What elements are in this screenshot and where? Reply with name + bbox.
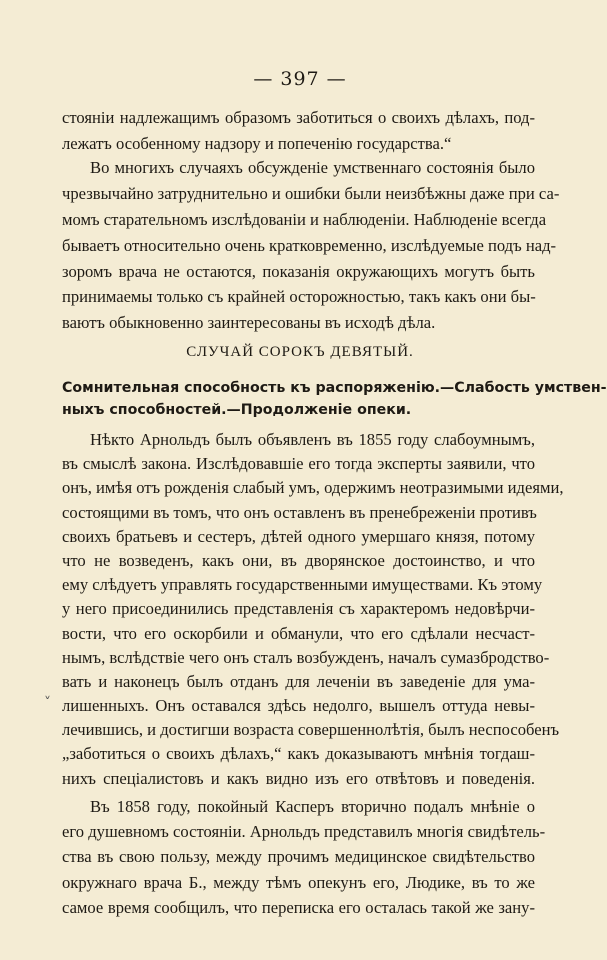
text-line: что не возведенъ, какъ они, въ дворянское достоинство, и что <box>62 550 535 570</box>
section-heading: СЛУЧАЙ СОРОКЪ ДЕВЯТЫЙ. <box>186 344 414 360</box>
text-line: Сомнительная способность къ распоряженію.—Слабость умствен- <box>62 380 607 396</box>
paragraph-case-description <box>62 428 564 791</box>
text-line: своихъ братьевъ и сестеръ, дѣтей одного умершаго князя, потому <box>62 526 535 546</box>
text-line: состоящими въ томъ, что онъ оставленъ въ пренебреженіи противъ <box>62 502 537 522</box>
paragraph-continuation <box>62 105 535 156</box>
text-line: стояніи надлежащимъ образомъ заботиться о своихъ дѣлахъ, под- <box>62 108 535 127</box>
paragraph-observation <box>62 155 560 336</box>
text-line: вости, что его оскорбили и обманули, что его сдѣлали несчаст- <box>62 623 535 643</box>
text-line: Въ 1858 году, покойный Касперъ вторично подалъ мнѣніе о <box>90 797 535 816</box>
text-line: бываетъ относительно очень кратковременно, изслѣдуемые подъ над- <box>62 235 557 255</box>
text-line: „заботиться о своихъ дѣлахъ,“ какъ доказываютъ мнѣнія тогдаш- <box>62 744 535 764</box>
text-line: въ смыслѣ закона. Изслѣдовавшіе его тогда эксперты заявили, что <box>62 454 535 474</box>
text-line: нымъ, вслѣдствіе чего онъ сталъ возбужденъ, началъ сумазбродство- <box>62 647 550 667</box>
text-line: зоромъ врача не остаются, показанія окружающихъ могутъ быть <box>62 261 535 281</box>
section-subheading <box>62 377 607 421</box>
text-line: его душевномъ состояніи. Арнольдъ представилъ многія свидѣтель- <box>62 822 546 842</box>
text-line: онъ, имѣя отъ рожденія слабый умъ, одержимъ неотразимыми идеями, <box>62 478 564 498</box>
text-line: чрезвычайно затруднительно и ошибки были неизбѣжны даже при са- <box>62 183 560 203</box>
text-line: ства въ свою пользу, между прочимъ медицинское свидѣтельство <box>62 847 535 867</box>
text-line: самое время сообщилъ, что переписка его осталась такой же зану- <box>62 897 535 917</box>
text-line: окружнаго врача Б., между тѣмъ опекунъ его, Людике, въ то же <box>62 872 535 892</box>
text-line: Во многихъ случаяхъ обсужденіе умственнаго состоянія было <box>90 158 535 177</box>
text-line: лишенныхъ. Онъ оставался здѣсь недолго, вышелъ оттуда невы- <box>62 696 535 716</box>
text-line: вать и наконецъ былъ отданъ для леченіи въ заведеніе для ума- <box>62 671 535 691</box>
text-line: лечившись, и достигши возраста совершеннолѣтія, былъ неспособенъ <box>62 720 560 740</box>
text-line: нихъ спеціалистовъ и какъ видно изъ его отвѣтовъ и поведенія. <box>62 768 535 788</box>
margin-mark: ˬ <box>44 683 51 699</box>
paragraph-1858 <box>62 794 546 920</box>
text-line: ваютъ обыкновенно заинтересованы въ исходѣ дѣла. <box>62 313 436 333</box>
text-line: у него присоединились представленія съ характеромъ недовѣрчи- <box>62 599 535 619</box>
text-line: ныхъ способностей.—Продолженіе опеки. <box>62 402 412 418</box>
page-number: — 397 — <box>253 68 347 90</box>
text-line: момъ старательномъ изслѣдованіи и наблюденіи. Наблюденіе всегда <box>62 209 547 229</box>
text-line: принимаемы только съ крайней осторожностью, такъ какъ они бы- <box>62 287 536 307</box>
text-line: лежатъ особенному надзору и попеченію государства.“ <box>62 133 452 153</box>
text-line: Нѣкто Арнольдъ былъ объявленъ въ 1855 году слабоумнымъ, <box>90 430 535 449</box>
text-line: ему слѣдуетъ управлять государственными имуществами. Къ этому <box>62 575 543 595</box>
